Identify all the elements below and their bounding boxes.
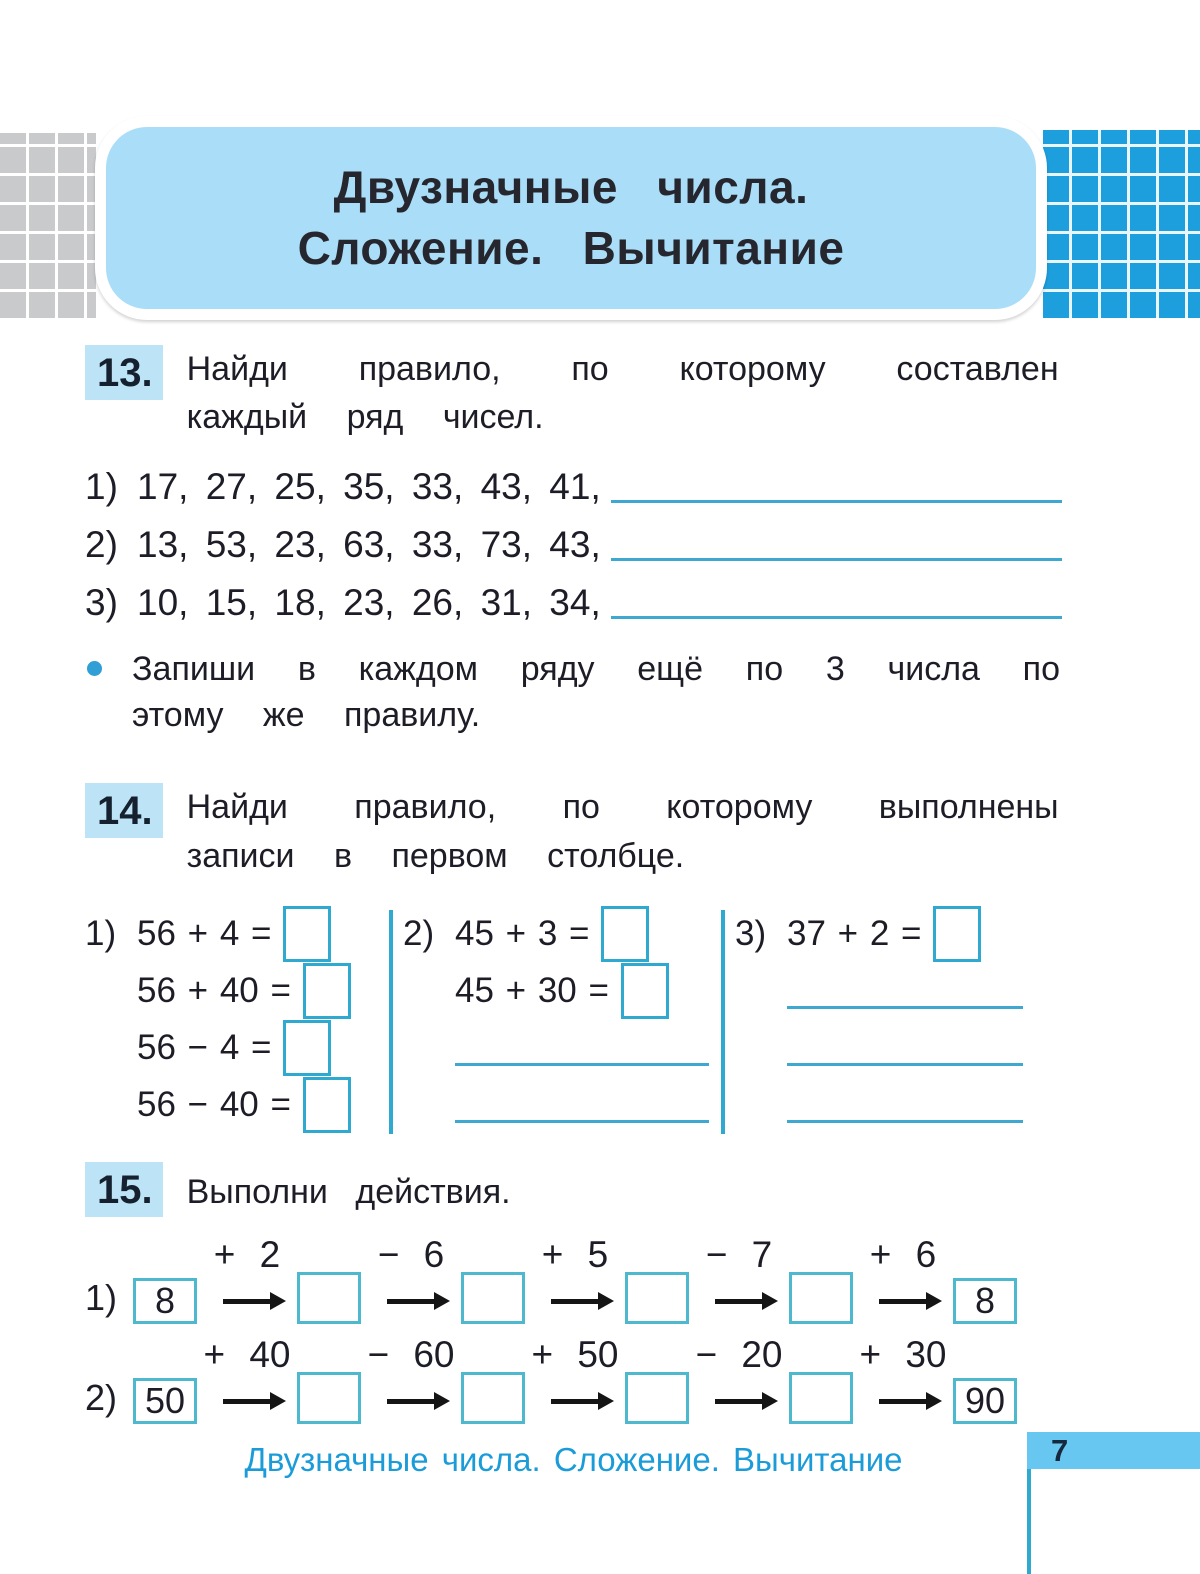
operation-unit <box>197 1333 297 1425</box>
equation-text: 45 + 3 = <box>455 914 590 954</box>
task15-number-badge: 15. <box>85 1162 163 1217</box>
number-sequence-row <box>85 516 1062 574</box>
equation-text: 56 + 4 = <box>137 914 272 954</box>
answer-box[interactable] <box>283 1020 331 1076</box>
column-divider <box>721 910 725 1134</box>
number-sequence-row <box>85 574 1062 632</box>
operation-unit <box>361 1333 461 1425</box>
write-line-row <box>403 1077 721 1134</box>
operation-unit <box>525 1233 625 1325</box>
arrow-shaft <box>387 1299 435 1304</box>
equation-row <box>735 906 1035 963</box>
operation-label: + 6 <box>869 1233 937 1275</box>
column-label: 3) <box>735 914 767 954</box>
operation-label: − 7 <box>705 1233 773 1275</box>
task13-number-rows <box>85 458 1062 632</box>
answer-box[interactable] <box>933 906 981 962</box>
answer-box[interactable] <box>297 1372 361 1424</box>
answer-box[interactable] <box>297 1272 361 1324</box>
arrow-icon <box>715 1279 763 1325</box>
chapter-title-line1: Двузначные числа. <box>333 161 809 214</box>
arrow-icon <box>551 1279 599 1325</box>
equation-row <box>85 963 389 1020</box>
bullet-dot-icon <box>87 661 102 676</box>
arrow-icon <box>879 1279 927 1325</box>
arrow-shaft <box>715 1299 763 1304</box>
answer-write-line[interactable] <box>455 1063 709 1066</box>
page-number: 7 <box>1051 1433 1069 1468</box>
chain-label: 1) <box>85 1276 118 1318</box>
equation-text: 56 + 40 = <box>137 971 291 1011</box>
operation-unit <box>853 1233 953 1325</box>
equation-text: 56 − 4 = <box>137 1028 272 1068</box>
chapter-title-panel <box>95 116 1047 320</box>
operation-label: − 60 <box>367 1333 455 1375</box>
operation-unit <box>361 1233 461 1325</box>
operation-unit <box>689 1333 789 1425</box>
chain-label: 2) <box>85 1376 118 1418</box>
column-divider <box>389 910 393 1134</box>
equation-row <box>85 906 389 963</box>
arrow-shaft <box>551 1299 599 1304</box>
write-line-row <box>735 1020 1035 1077</box>
row-numbers: 17, 27, 25, 35, 33, 43, 41, <box>137 465 601 507</box>
arrow-shaft <box>879 1299 927 1304</box>
arrow-shaft <box>879 1399 927 1404</box>
footer-chapter-title: Двузначные числа. Сложение. Вычитание <box>244 1440 903 1478</box>
arrow-icon <box>387 1279 435 1325</box>
task13-bullet-row <box>85 646 1062 740</box>
answer-write-line[interactable] <box>611 558 1062 561</box>
write-line-row <box>735 1077 1035 1134</box>
start-value-box: 8 <box>133 1278 197 1324</box>
number-sequence-row <box>85 458 1062 516</box>
write-line-row <box>735 963 1035 1020</box>
answer-write-line[interactable] <box>611 500 1062 503</box>
equation-column <box>403 906 721 1134</box>
arrow-icon <box>715 1379 763 1425</box>
operation-label: + 40 <box>203 1333 291 1375</box>
row-numbers: 10, 15, 18, 23, 26, 31, 34, <box>137 581 601 623</box>
operation-label: + 30 <box>859 1333 947 1375</box>
equation-column <box>85 906 389 1134</box>
answer-box[interactable] <box>461 1372 525 1424</box>
arrow-shaft <box>223 1299 271 1304</box>
task14-instruction: Найди правило, по которому выполнены записи в первом столбце. <box>186 788 1059 875</box>
arrow-shaft <box>715 1399 763 1404</box>
operation-label: + 50 <box>531 1333 619 1375</box>
answer-box[interactable] <box>461 1272 525 1324</box>
answer-box[interactable] <box>625 1272 689 1324</box>
equation-row <box>403 963 721 1020</box>
page-content <box>85 345 1062 1479</box>
answer-write-line[interactable] <box>455 1120 709 1123</box>
start-value-box: 50 <box>133 1378 197 1424</box>
operation-chain <box>85 1233 1062 1325</box>
equation-row <box>85 1020 389 1077</box>
arrow-icon <box>223 1379 271 1425</box>
task15-chains <box>85 1233 1062 1425</box>
end-value-box: 90 <box>953 1378 1017 1424</box>
arrow-icon <box>387 1379 435 1425</box>
task14-header <box>85 783 1062 880</box>
operation-label: + 5 <box>541 1233 609 1275</box>
arrow-shaft <box>223 1399 271 1404</box>
task15-instruction: Выполни действия. <box>186 1172 511 1211</box>
task13-header <box>85 345 1062 442</box>
row-label: 2) <box>85 523 118 565</box>
chapter-title-line2: Сложение. Вычитание <box>297 222 845 274</box>
answer-box[interactable] <box>303 963 351 1019</box>
task15-header <box>85 1162 1062 1217</box>
operation-unit <box>197 1233 297 1325</box>
equation-row <box>85 1077 389 1134</box>
answer-box[interactable] <box>303 1077 351 1133</box>
answer-write-line[interactable] <box>787 1120 1023 1123</box>
task14-equation-columns <box>85 906 1062 1134</box>
column-label: 1) <box>85 914 117 954</box>
answer-box[interactable] <box>789 1272 853 1324</box>
row-label: 3) <box>85 581 118 623</box>
gray-grid-decoration <box>0 133 96 318</box>
equation-column <box>735 906 1035 1134</box>
arrow-icon <box>879 1379 927 1425</box>
operation-label: − 20 <box>695 1333 783 1375</box>
column-label: 2) <box>403 914 435 954</box>
equation-text: 56 − 40 = <box>137 1085 291 1125</box>
arrow-icon <box>551 1379 599 1425</box>
answer-write-line[interactable] <box>787 1006 1023 1009</box>
arrow-shaft <box>387 1399 435 1404</box>
arrow-shaft <box>551 1399 599 1404</box>
page-number-tab <box>1027 1432 1200 1469</box>
answer-box[interactable] <box>789 1372 853 1424</box>
row-label: 1) <box>85 465 118 507</box>
blue-grid-decoration <box>1043 130 1200 318</box>
write-line-row <box>403 1020 721 1077</box>
answer-write-line[interactable] <box>787 1063 1023 1066</box>
end-value-box: 8 <box>953 1278 1017 1324</box>
answer-box[interactable] <box>601 906 649 962</box>
task14-number-badge: 14. <box>85 783 163 838</box>
operation-unit <box>689 1233 789 1325</box>
operation-label: + 2 <box>213 1233 281 1275</box>
answer-box[interactable] <box>621 963 669 1019</box>
arrow-icon <box>223 1279 271 1325</box>
row-numbers: 13, 53, 23, 63, 33, 73, 43, <box>137 523 601 565</box>
task13-instruction: Найди правило, по которому составлен каждый ряд чисел. <box>186 350 1059 437</box>
operation-label: − 6 <box>377 1233 445 1275</box>
answer-box[interactable] <box>283 906 331 962</box>
operation-chain <box>85 1333 1062 1425</box>
operation-unit <box>853 1333 953 1425</box>
operation-unit <box>525 1333 625 1425</box>
equation-row <box>403 906 721 963</box>
task13-bullet-instruction: Запиши в каждом ряду ещё по 3 числа по этому же правилу. <box>132 649 1060 735</box>
answer-box[interactable] <box>625 1372 689 1424</box>
equation-text: 45 + 30 = <box>455 971 609 1011</box>
task13-number-badge: 13. <box>85 345 163 400</box>
answer-write-line[interactable] <box>611 616 1062 619</box>
equation-text: 37 + 2 = <box>787 914 922 954</box>
